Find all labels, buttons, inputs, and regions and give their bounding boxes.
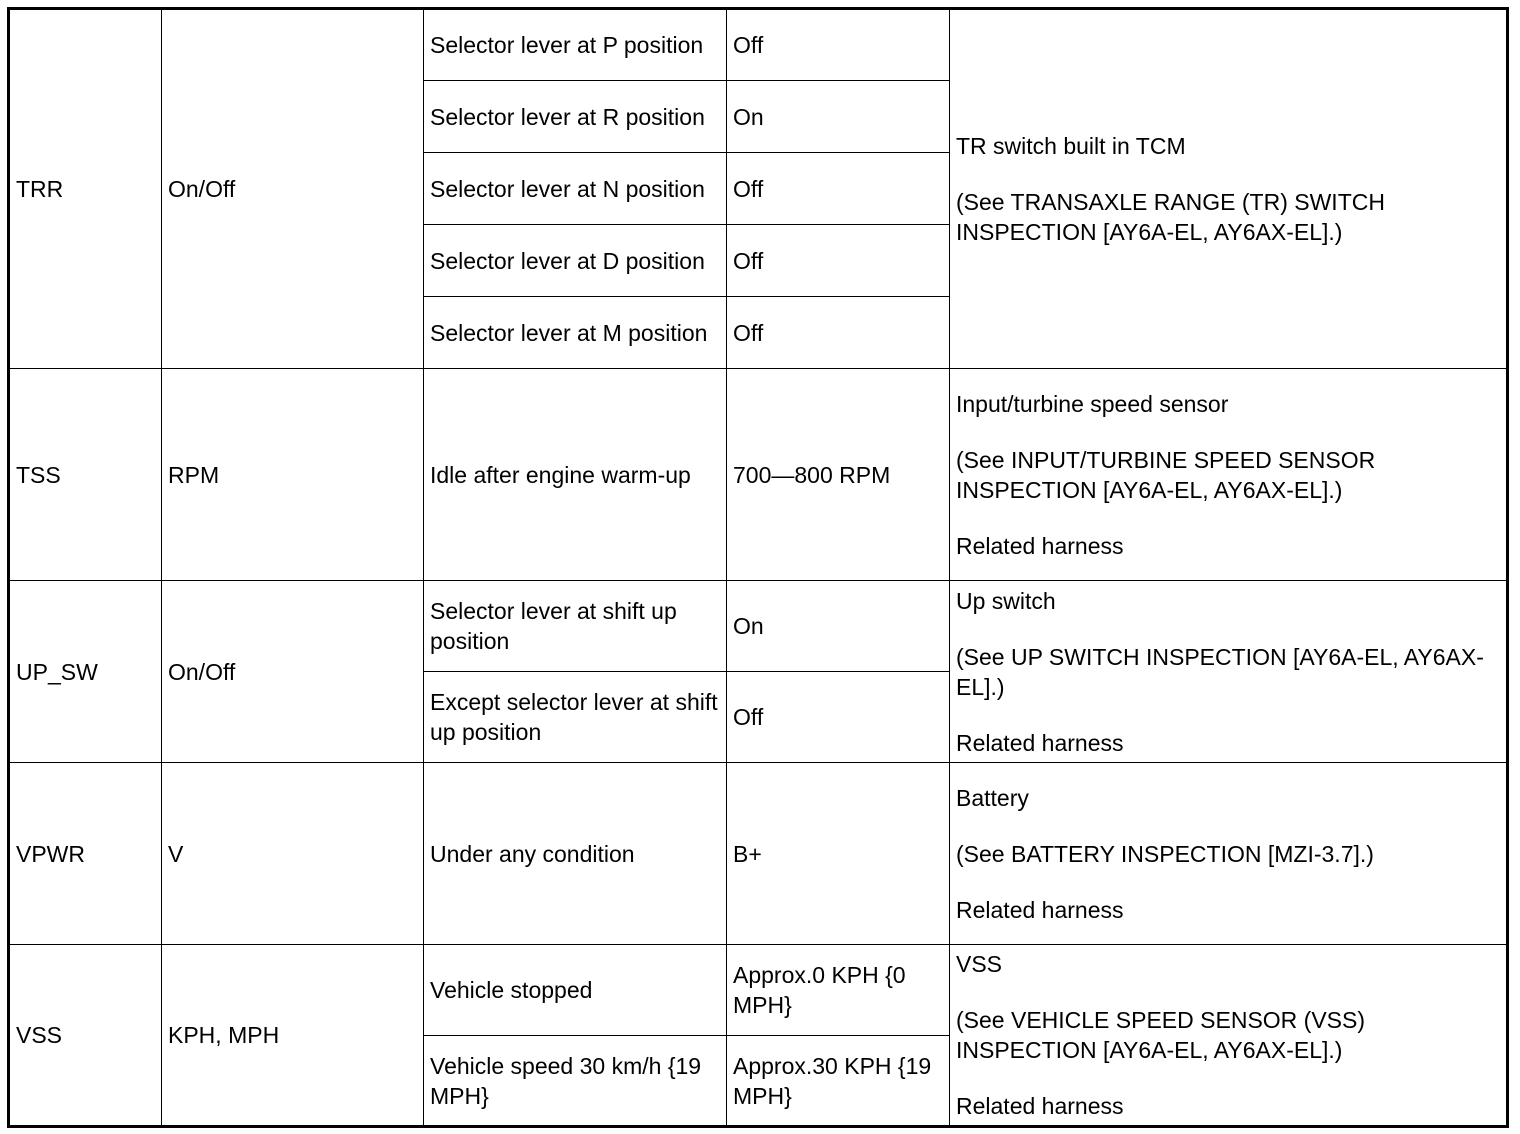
condition-cell: Selector lever at P position [424,9,727,81]
condition-cell: Vehicle stopped [424,945,727,1036]
item-name: TRR [9,9,162,369]
monitor-item-table [7,7,1509,1128]
value-cell: Off [727,9,950,81]
action-cell [950,9,1508,369]
list-item: Battery (See BATTERY INSPECTION [MZI-3.7].) [956,783,1500,869]
table-row [9,369,1508,581]
condition-cell: Selector lever at N position [424,153,727,225]
reference-text: (See UP SWITCH INSPECTION [AY6A-EL, AY6AX-EL].) [956,643,1484,700]
condition-cell: Selector lever at shift up position [424,581,727,672]
item-name: TSS [9,369,162,581]
value-cell: Off [727,153,950,225]
item-unit: KPH, MPH [162,945,424,1127]
list-item: Related harness [956,895,1500,925]
reference-text: (See INPUT/TURBINE SPEED SENSOR INSPECTION [AY6A-EL, AY6AX-EL].) [956,446,1376,503]
value-cell: B+ [727,763,950,945]
action-cell [950,763,1508,945]
value-cell: Off [727,225,950,297]
table-row [9,763,1508,945]
item-unit: V [162,763,424,945]
spec-page [7,7,1506,1127]
list-item: Input/turbine speed sensor (See INPUT/TURBINE SPEED SENSOR INSPECTION [AY6A-EL, AY6AX-EL].) [956,389,1500,505]
item-name: VSS [9,945,162,1127]
value-cell: Off [727,672,950,763]
action-cell [950,945,1508,1127]
list-item: Related harness [956,531,1500,561]
action-cell [950,581,1508,763]
item-name: VPWR [9,763,162,945]
condition-cell: Under any condition [424,763,727,945]
table-row [9,9,1508,81]
value-cell: 700—800 RPM [727,369,950,581]
condition-cell: Selector lever at M position [424,297,727,369]
condition-cell: Except selector lever at shift up position [424,672,727,763]
condition-cell: Vehicle speed 30 km/h {19 MPH} [424,1036,727,1127]
reference-text: (See TRANSAXLE RANGE (TR) SWITCH INSPECTION [AY6A-EL, AY6AX-EL].) [956,189,1385,245]
reference-text: (See BATTERY INSPECTION [MZI-3.7].) [956,840,1374,867]
item-name: UP_SW [9,581,162,763]
list-item: Related harness [956,728,1500,758]
list-item: TR switch built in TCM (See TRANSAXLE RANGE (TR) SWITCH INSPECTION [AY6A-EL, AY6AX-EL].) [956,131,1500,247]
list-item: Up switch (See UP SWITCH INSPECTION [AY6A-EL, AY6AX-EL].) [956,586,1500,702]
list-item: Related harness [956,1091,1500,1121]
table-row [9,945,1508,1036]
value-cell: Approx.0 KPH {0 MPH} [727,945,950,1036]
condition-cell: Idle after engine warm-up [424,369,727,581]
item-unit: RPM [162,369,424,581]
item-unit: On/Off [162,581,424,763]
list-item: VSS (See VEHICLE SPEED SENSOR (VSS) INSPECTION [AY6A-EL, AY6AX-EL].) [956,949,1500,1065]
condition-cell: Selector lever at R position [424,81,727,153]
reference-text: (See VEHICLE SPEED SENSOR (VSS) INSPECTION [AY6A-EL, AY6AX-EL].) [956,1007,1366,1063]
item-unit: On/Off [162,9,424,369]
condition-cell: Selector lever at D position [424,225,727,297]
value-cell: On [727,581,950,672]
table-row [9,581,1508,672]
value-cell: Approx.30 KPH {19 MPH} [727,1036,950,1127]
value-cell: On [727,81,950,153]
value-cell: Off [727,297,950,369]
action-cell [950,369,1508,581]
